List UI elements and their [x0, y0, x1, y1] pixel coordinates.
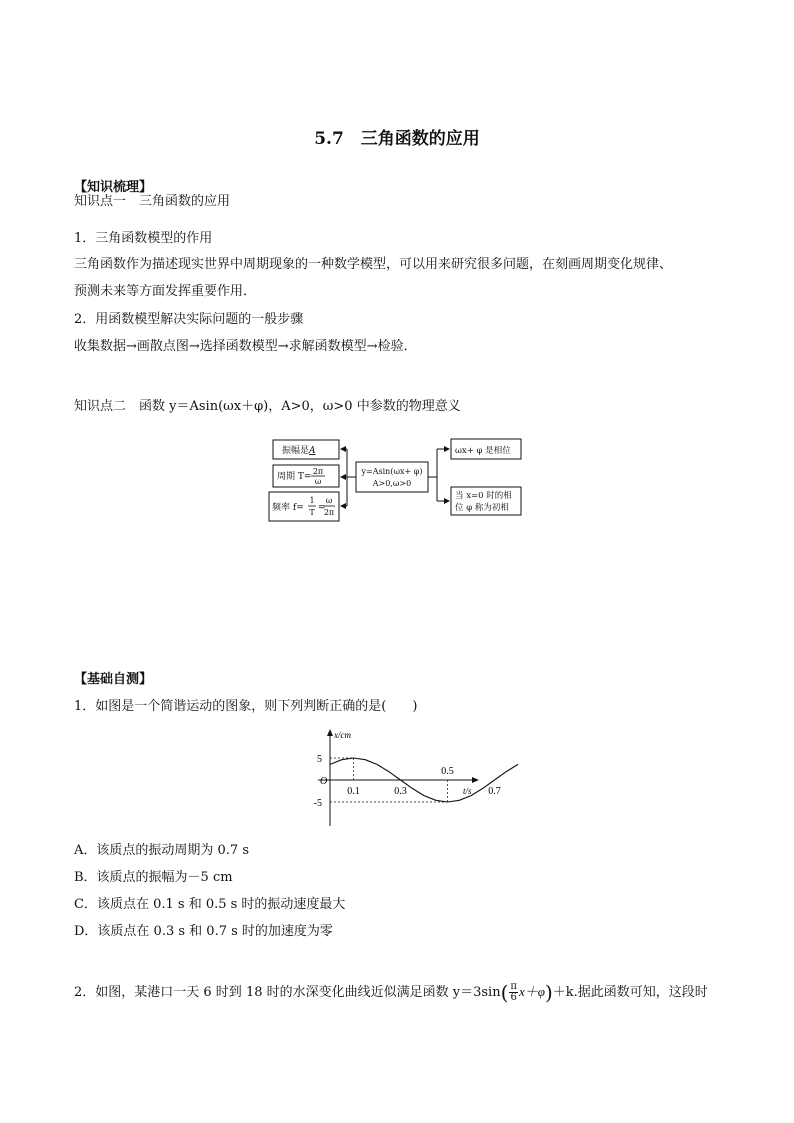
page-title: 5.7 三角函数的应用 [314, 129, 480, 149]
center-line-1: y=Asin(ωx+ φ) [361, 467, 423, 476]
harmonic-motion-chart [300, 724, 501, 830]
parameter-diagram [265, 432, 530, 524]
amplitude-label: 振幅是A [282, 446, 316, 456]
option-a: A．该质点的振动周期为 0.7 s [74, 843, 249, 858]
x-axis-arrow [472, 777, 479, 783]
freq-numerator-1: 1 [309, 496, 315, 505]
paragraph-5: 收集数据→画散点图→选择函数模型→求解函数模型→检验． [74, 339, 417, 354]
period-label: 周期 T= [277, 472, 312, 482]
question-2-fraction: $\frac{\pi}{6}$ [510, 981, 517, 1003]
y-axis-arrow [327, 729, 333, 736]
frequency-label: 频率 f= [272, 503, 304, 513]
paragraph-2: 三角函数作为描述现实世界中周期现象的一种数学模型，可以用来研究很多问题，在刻画周期变化规律、 [74, 257, 673, 272]
origin-label: O [320, 776, 328, 787]
x-axis-label: t/s [463, 786, 472, 796]
y-tick-label: -5 [313, 798, 322, 809]
option-d: D．该质点在 0.3 s 和 0.7 s 时的加速度为零 [74, 924, 333, 939]
x-tick-label: 0.7 [488, 786, 501, 797]
freq-denominator-1: T [309, 508, 315, 517]
initial-phase-line-2: 位 φ 称为初相 [455, 503, 509, 513]
section-heading-selftest: 【基础自测】 [74, 672, 153, 687]
question-2: 2．如图，某港口一天 6 时到 18 时的水深变化曲线近似满足函数 y＝3sin( $\frac{\pi}{6}$ x＋φ)＋k.据此函数可知，这段时 [74, 980, 708, 1005]
paragraph-3: 预测未来等方面发挥重要作用． [74, 284, 257, 299]
y-axis-label: x/cm [334, 730, 351, 740]
freq-numerator-2: ω [325, 496, 333, 505]
x-tick-label: 0.1 [347, 786, 360, 797]
initial-phase-line-1: 当 x=0 时的相 [455, 491, 512, 501]
phase-label: ωx+ φ 是相位 [455, 446, 511, 456]
option-c: C．该质点在 0.1 s 和 0.5 s 时的振动速度最大 [74, 897, 346, 912]
period-numerator: 2π [312, 467, 324, 476]
question-2-mid: x＋φ [518, 984, 545, 999]
freq-denominator-2: 2π [323, 508, 335, 517]
option-b: B．该质点的振幅为－5 cm [74, 870, 233, 885]
center-line-2: A>0,ω>0 [372, 479, 412, 488]
question-2-suffix: ＋k.据此函数可知，这段时 [552, 985, 708, 1000]
paragraph-4: 2．用函数模型解决实际问题的一般步骤 [74, 312, 304, 327]
question-2-prefix: 2．如图，某港口一天 6 时到 18 时的水深变化曲线近似满足函数 y＝3sin [74, 985, 501, 1000]
x-tick-label: 0.3 [394, 786, 407, 797]
knowledge-point-2: 知识点二 函数 y＝Asin(ωx＋φ)，A>0，ω>0 中参数的物理意义 [74, 399, 461, 414]
paragraph-1: 1．三角函数模型的作用 [74, 231, 213, 246]
period-denominator: ω [314, 477, 322, 486]
knowledge-point-1: 知识点一 三角函数的应用 [74, 194, 231, 209]
freq-equals: = [318, 503, 326, 513]
section-heading-knowledge: 【知识梳理】 [74, 180, 153, 195]
y-tick-label: 5 [317, 754, 322, 765]
x-tick-label: 0.5 [441, 766, 454, 777]
question-1: 1．如图是一个简谐运动的图象，则下列判断正确的是( ) [74, 699, 418, 714]
